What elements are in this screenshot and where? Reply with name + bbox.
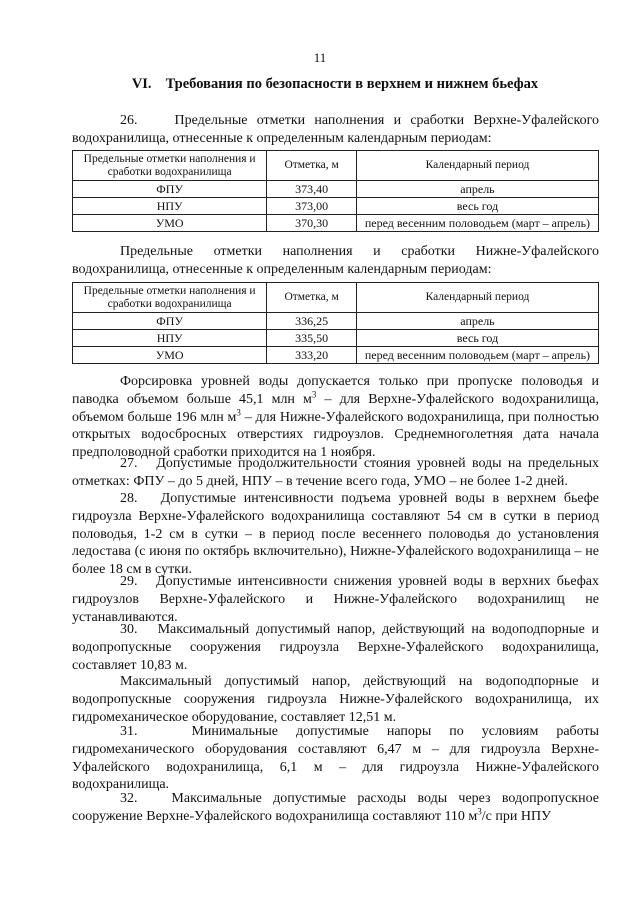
paragraph-31: 31. Минимальные допустимые напоры по условиям работы гидромеханического оборудования составляют 6,47 м – для гидроузла Верхне-Уфалейского водохранилища, 6,1 м – для гидроузла Нижне-Уфалейского водохранилища. [72,724,599,793]
paragraph-32: 32. Максимальные допустимые расходы воды через водопропускное сооружение Верхне-Уфалейского водохранилища составляют 110 $м^3/с$ при НПУ [72,791,599,824]
header-period: Календарный период [356,283,598,313]
cell-period: перед весенним половодьем (март – апрель) [356,215,598,232]
paragraph-30: 30. Максимальный допустимый напор, действующий на водоподпорные и водопропускные сооружения гидроузла Верхне-Уфалейского водохранилища, составляет 10,83 м. [72,622,599,673]
lower-line-1: Предельные отметки наполнения и сработки Нижне-Уфалейского [120,244,599,259]
paragraph-forsirovka: Форсировка уровней воды допускается только при пропуске половодья и паводка объемом больше 45,1 млн $м^3$ – для Верхне-Уфалейского водохранилища, объемом больше 196 млн $м^3$ – для Нижне-Уфалейского водохранилища, при полностью открытых водосбросных отверстиях гидроузлов. Среднемноголетняя дата начала предполоводной сработки приходится на 1 ноября. [72,374,599,461]
cell-mark: 335,50 [267,330,357,347]
page-number: 11 [313,50,327,65]
cell-mark: 373,40 [267,181,357,198]
cell-name: НПУ [73,198,267,215]
cell-period: перед весенним половодьем (март – апрель) [356,347,598,364]
paragraph-26-line-1: 26. Предельные отметки наполнения и сработки Верхне-Уфалейского [120,113,599,128]
header-limit-marks: Предельные отметки наполнения и сработки водохранилища [73,283,267,313]
table-row [73,215,599,232]
lower-reservoir-table [72,282,599,364]
upper-reservoir-table [72,150,599,232]
cell-period: апрель [356,313,598,330]
paragraph-29: 29. Допустимые интенсивности снижения уровней воды в верхних бьефах гидроузлов Верхне-Уфалейского и Нижне-Уфалейского водохранилищ не устанавливаются. [72,574,599,625]
table-row [73,330,599,347]
cell-mark: 336,25 [267,313,357,330]
table-row [73,198,599,215]
cell-name: ФПУ [73,313,267,330]
cell-name: ФПУ [73,181,267,198]
cell-name: НПУ [73,330,267,347]
section-heading [70,76,600,93]
cell-name: УМО [73,215,267,232]
cell-mark: 333,20 [267,347,357,364]
table-row [73,347,599,364]
cell-period: апрель [356,181,598,198]
section-numeral: VI. [131,76,152,92]
table-header-row [73,283,599,313]
cell-mark: 370,30 [267,215,357,232]
header-limit-marks: Предельные отметки наполнения и сработки водохранилища [73,151,267,181]
paragraph-26-line-2: водохранилища, отнесенные к определенным календарным периодам: [72,130,492,146]
header-mark: Отметка, м [267,283,357,313]
paragraph-lower-reservoir [72,243,599,279]
paragraph-28: 28. Допустимые интенсивности подъема уровней воды в верхнем бьефе гидроузла Верхне-Уфалейского водохранилища составляют 54 см в сутки в период половодья, 1-2 см в сутки – в период после весеннего половодья до установления ледостава (с июня по октябрь включительно), Нижне-Уфалейского водохранилища – не более 18 см в сутки. [72,491,599,578]
table-header-row [73,151,599,181]
cell-period: весь год [356,330,598,347]
lower-line-2: водохранилища, отнесенные к определенным календарным периодам: [72,261,492,277]
cell-mark: 373,00 [267,198,357,215]
cell-name: УМО [73,347,267,364]
paragraph-27: 27. Допустимые продолжительности стояния уровней воды на предельных отметках: ФПУ – до 5 дней, НПУ – в течение всего года, УМО – не более 1-2 дней. [72,456,599,489]
header-period: Календарный период [356,151,598,181]
paragraph-30-lower: Максимальный допустимый напор, действующий на водоподпорные и водопропускные сооружения гидроузла Нижне-Уфалейского водохранилища, их гидромеханическое оборудование, составляет 12,51 м. [72,674,599,725]
cell-period: весь год [356,198,598,215]
table-row [73,313,599,330]
section-title: Требования по безопасности в верхнем и нижнем бьефах [165,76,539,92]
header-mark: Отметка, м [267,151,357,181]
table-row [73,181,599,198]
paragraph-26 [72,112,599,148]
